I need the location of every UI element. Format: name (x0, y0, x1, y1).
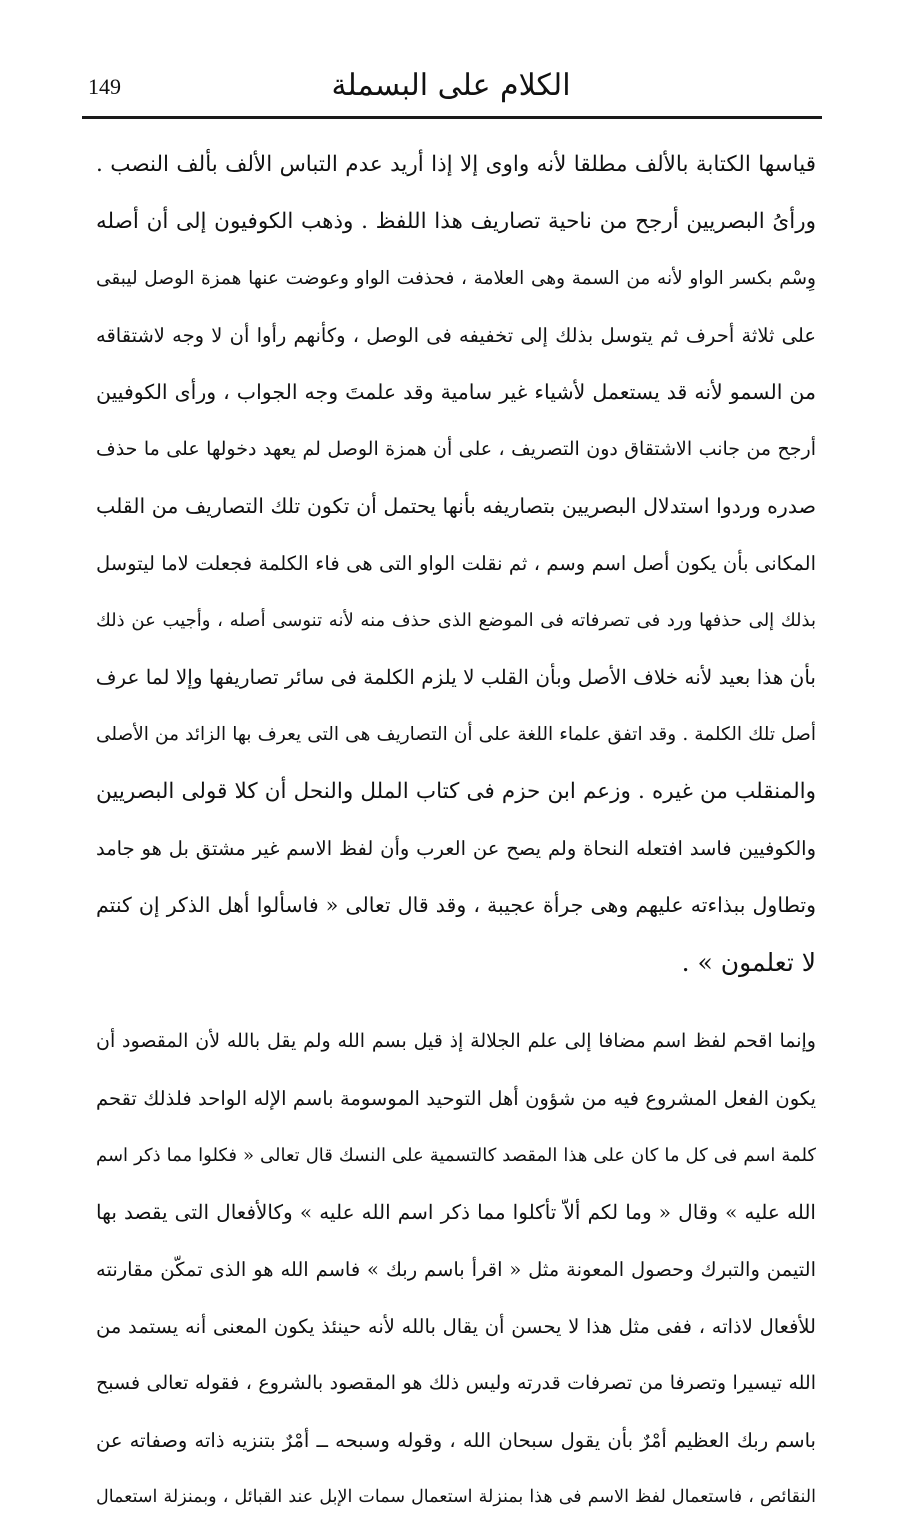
text-line: على ثلاثة أحرف ثم يتوسل بذلك إلى تخفيفه فى الوصل ، وكأنهم رأوا أن لا وجه لاشتقاقه (96, 324, 816, 347)
text-line: المكانى بأن يكون أصل اسم وسم ، ثم نقلت الواو التى هى فاء الكلمة فجعلت لاما ليتوسل (96, 552, 816, 575)
text-line: يكون الفعل المشروع فيه من شؤون أهل التوحيد الموسومة باسم الإله الواحد فلذلك تقحم (96, 1087, 816, 1110)
text-line: بأن هذا بعيد لأنه خلاف الأصل وبأن القلب لا يلزم الكلمة فى سائر تصاريفها وإلا لما عرف (96, 665, 816, 689)
text-line: والكوفيين فاسد افتعله النحاة ولم يصح عن العرب وأن لفظ الاسم غير مشتق بل هو جامد (96, 837, 816, 860)
text-line: والمنقلب من غيره . وزعم ابن حزم فى كتاب الملل والنحل أن كلا قولى البصريين (96, 779, 816, 804)
text-line: كلمة اسم فى كل ما كان على هذا المقصد كالتسمية على النسك قال تعالى « فكلوا مما ذكر اسم (96, 1145, 816, 1166)
text-line: وِسْم بكسر الواو لأنه من السمة وهى العلامة ، فحذفت الواو وعوضت عنها همزة الوصل ليبقى (96, 268, 816, 289)
text-line: من السمو لأنه قد يستعمل لأشياء غير سامية وقد علمتَ وجه الجواب ، ورأى الكوفيين (96, 380, 816, 404)
text-line: أرجح من جانب الاشتقاق دون التصريف ، على أن همزة الوصل لم يعهد دخولها على ما حذف (96, 438, 816, 460)
paragraph-gap (96, 991, 816, 1013)
text-line: الله تيسيرا وتصرفا من تصرفات قدرته وليس ذلك هو المقصود بالشروع ، فقوله تعالى فسبح (96, 1372, 816, 1394)
text-line: باسم ربك العظيم أمْرٌ بأن يقول سبحان الله ، وقوله وسبحه ــ أمْرٌ بتنزيه ذاته وصفاته عن (96, 1429, 816, 1452)
text-line: وإنما اقحم لفظ اسم مضافا إلى علم الجلالة إذ قيل بسم الله ولم يقل بالله لأن المقصود أن (96, 1030, 816, 1052)
text-line: قياسها الكتابة بالألف مطلقا لأنه واوى إلا إذا أريد عدم التباس الألف بألف النصب . (96, 152, 816, 177)
text-line: بذلك إلى حذفها ورد فى تصرفاته فى الموضع الذى حذف منه لأنه تنوسى أصله ، وأجيب عن ذلك (96, 610, 816, 631)
text-line: لا تعلمون » . (681, 948, 816, 977)
text-line: النقائص ، فاستعمال لفظ الاسم فى هذا بمنزلة استعمال سمات الإبل عند القبائل ، وبمنزلة استعمال (96, 1487, 816, 1507)
paragraph-1 (96, 136, 816, 991)
text-line: للأفعال لاذاته ، ففى مثل هذا لا يحسن أن يقال بالله لأنه حينئذ يكون المعنى أنه يستمد من (96, 1315, 816, 1338)
page-header (80, 62, 822, 112)
page-number: 149 (88, 74, 121, 99)
text-line: الله عليه » وقال « وما لكم ألاّ تأكلوا مما ذكر اسم الله عليه » وكالأفعال التى يقصد بها (96, 1200, 816, 1224)
text-line: ورأىُ البصريين أرجح من ناحية تصاريف هذا اللفظ . وذهب الكوفيون إلى أن أصله (96, 209, 816, 234)
body-text (96, 136, 816, 1526)
text-line: صدره وردوا استدلال البصريين بتصاريفه بأنها يحتمل أن تكون تلك التصاريف من القلب (96, 494, 816, 518)
header-rule (82, 116, 822, 119)
text-line: وتطاول ببذاءته عليهم وهى جرأة عجيبة ، وقد قال تعالى « فاسألوا أهل الذكر إن كنتم (96, 893, 816, 917)
text-line: التيمن والتبرك وحصول المعونة مثل « اقرأ باسم ربك » فاسم الله هو الذى تمكّن مقارنته (96, 1258, 816, 1281)
paragraph-2 (96, 1013, 816, 1526)
text-line: أصل تلك الكلمة . وقد اتفق علماء اللغة على أن التصاريف هى التى يعرف بها الزائد من الأصلى (96, 724, 816, 745)
running-title: الكلام على البسملة (331, 68, 571, 103)
